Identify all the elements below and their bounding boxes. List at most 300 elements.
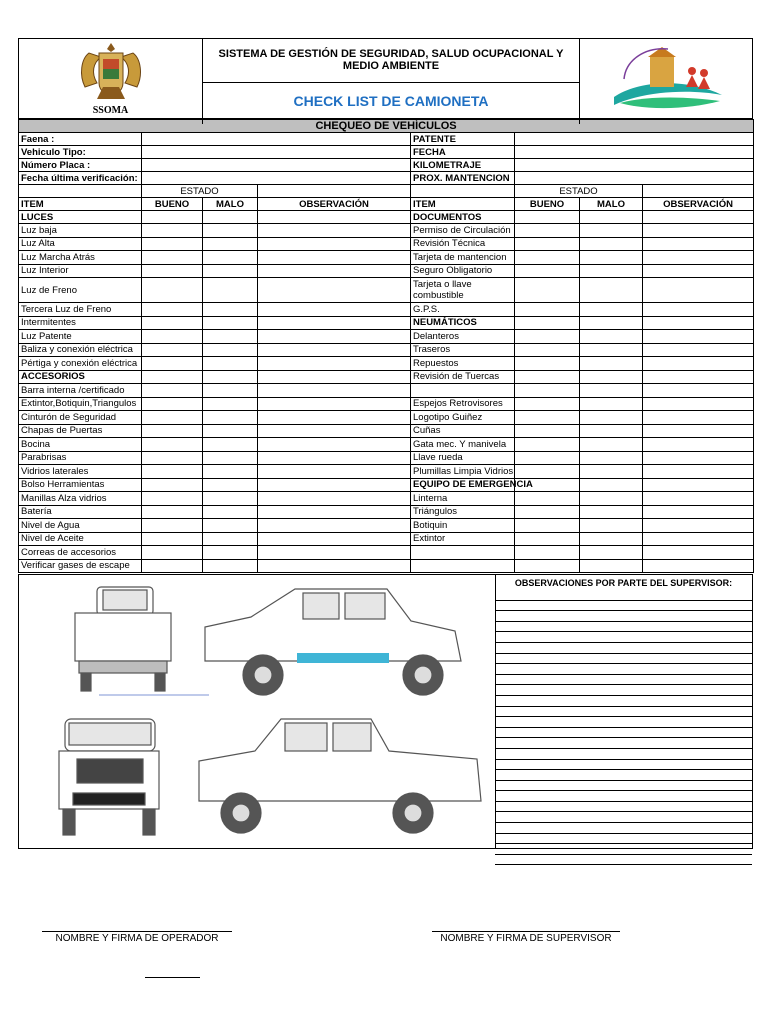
item-label: Tarjeta o llave combustible	[411, 278, 515, 303]
observation-field[interactable]	[258, 251, 411, 265]
item-label: ACCESORIOS	[19, 370, 142, 384]
observation-field[interactable]	[643, 451, 754, 465]
bueno-check[interactable]	[515, 303, 580, 317]
malo-check[interactable]	[203, 424, 258, 438]
bueno-check[interactable]	[142, 370, 203, 384]
checklist-row	[19, 264, 754, 278]
bueno-check[interactable]	[142, 316, 203, 330]
observation-field[interactable]	[258, 492, 411, 506]
malo-check[interactable]	[580, 411, 643, 425]
bueno-check[interactable]	[515, 316, 580, 330]
bueno-check[interactable]	[515, 424, 580, 438]
malo-check[interactable]	[580, 505, 643, 519]
column-header-item: ITEM	[19, 198, 142, 211]
bueno-check[interactable]	[515, 559, 580, 573]
column-header-bueno: BUENO	[142, 198, 203, 211]
observation-field[interactable]	[258, 546, 411, 560]
malo-check[interactable]	[203, 478, 258, 492]
observation-line[interactable]	[495, 749, 752, 760]
malo-check[interactable]	[203, 546, 258, 560]
malo-check[interactable]	[580, 357, 643, 371]
checklist-row	[19, 411, 754, 425]
item-label: Verificar gases de escape	[19, 559, 142, 573]
blank-cell	[643, 185, 754, 198]
bueno-check[interactable]	[142, 438, 203, 452]
info-label: PATENTE	[411, 133, 515, 146]
observation-field[interactable]	[258, 465, 411, 479]
checklist-row	[19, 278, 754, 303]
bueno-check[interactable]	[515, 451, 580, 465]
bueno-check[interactable]	[515, 330, 580, 344]
info-row	[19, 159, 754, 172]
observation-field[interactable]	[643, 278, 754, 303]
inspection-diagram-area	[18, 574, 753, 849]
observation-field[interactable]	[643, 316, 754, 330]
malo-check[interactable]	[580, 492, 643, 506]
malo-check[interactable]	[580, 303, 643, 317]
observation-line[interactable]	[495, 760, 752, 771]
system-title: SISTEMA DE GESTIÓN DE SEGURIDAD, SALUD OCUPACIONAL Y MEDIO AMBIENTE	[203, 39, 579, 83]
info-label: Vehiculo Tipo:	[19, 146, 142, 159]
ssoma-logo	[19, 39, 203, 124]
malo-check[interactable]	[203, 451, 258, 465]
item-label: Chapas de Puertas	[19, 424, 142, 438]
observation-field[interactable]	[643, 330, 754, 344]
malo-check[interactable]	[580, 251, 643, 265]
observation-field[interactable]	[643, 211, 754, 224]
bueno-check[interactable]	[515, 278, 580, 303]
malo-check[interactable]	[203, 465, 258, 479]
observation-field[interactable]	[258, 384, 411, 398]
extra-signature-line[interactable]	[145, 977, 200, 978]
blank-cell	[258, 185, 411, 198]
malo-check[interactable]	[203, 532, 258, 546]
observation-line[interactable]	[495, 717, 752, 728]
malo-check[interactable]	[203, 316, 258, 330]
checklist-row	[19, 478, 754, 492]
column-header-observacion: OBSERVACIÓN	[643, 198, 754, 211]
observation-field[interactable]	[643, 343, 754, 357]
bueno-check[interactable]	[142, 546, 203, 560]
malo-check[interactable]	[580, 237, 643, 251]
info-label: FECHA	[411, 146, 515, 159]
observation-line[interactable]	[495, 855, 752, 866]
anniversary-logo	[580, 39, 754, 124]
info-row	[19, 146, 754, 159]
item-label: Pértiga y conexión eléctrica	[19, 357, 142, 371]
observation-line[interactable]	[495, 685, 752, 696]
malo-check[interactable]	[203, 211, 258, 224]
checklist-sheet	[18, 38, 753, 573]
column-header-bueno: BUENO	[515, 198, 580, 211]
column-header-malo: MALO	[203, 198, 258, 211]
item-label: Revisión Técnica	[411, 237, 515, 251]
checklist-row	[19, 357, 754, 371]
checklist-row	[19, 451, 754, 465]
observation-field[interactable]	[643, 357, 754, 371]
observation-field[interactable]	[258, 451, 411, 465]
malo-check[interactable]	[203, 559, 258, 573]
observation-field[interactable]	[643, 370, 754, 384]
bueno-check[interactable]	[515, 546, 580, 560]
checklist-row	[19, 559, 754, 573]
observation-line[interactable]	[495, 823, 752, 834]
observation-line[interactable]	[495, 696, 752, 707]
checklist-row	[19, 224, 754, 238]
observation-field[interactable]	[258, 264, 411, 278]
item-label: Gata mec. Y manivela	[411, 438, 515, 452]
bueno-check[interactable]	[515, 370, 580, 384]
bueno-check[interactable]	[515, 343, 580, 357]
observation-line[interactable]	[495, 770, 752, 781]
item-label: Seguro Obligatorio	[411, 264, 515, 278]
observation-line[interactable]	[495, 590, 752, 601]
observation-field[interactable]	[643, 251, 754, 265]
malo-check[interactable]	[203, 519, 258, 533]
malo-check[interactable]	[203, 251, 258, 265]
observation-field[interactable]	[643, 492, 754, 506]
malo-check[interactable]	[580, 465, 643, 479]
item-label: Extintor	[411, 532, 515, 546]
observation-field[interactable]	[643, 397, 754, 411]
item-label: Botiquin	[411, 519, 515, 533]
observation-field[interactable]	[258, 303, 411, 317]
item-label: Nivel de Agua	[19, 519, 142, 533]
checklist-row	[19, 492, 754, 506]
malo-check[interactable]	[203, 343, 258, 357]
info-value-field[interactable]	[515, 133, 754, 146]
checklist-row	[19, 237, 754, 251]
bueno-check[interactable]	[142, 278, 203, 303]
bueno-check[interactable]	[515, 505, 580, 519]
item-label: LUCES	[19, 211, 142, 224]
observation-field[interactable]	[643, 424, 754, 438]
observation-field[interactable]	[643, 505, 754, 519]
info-value-field[interactable]	[142, 159, 411, 172]
bueno-check[interactable]	[142, 237, 203, 251]
checklist-row	[19, 384, 754, 398]
info-row	[19, 133, 754, 146]
malo-check[interactable]	[580, 384, 643, 398]
blank-cell	[19, 185, 142, 198]
observation-field[interactable]	[258, 478, 411, 492]
item-label: Nivel de Aceite	[19, 532, 142, 546]
bueno-check[interactable]	[515, 411, 580, 425]
observation-lines[interactable]	[495, 590, 752, 865]
bueno-check[interactable]	[515, 492, 580, 506]
checklist-row	[19, 505, 754, 519]
malo-check[interactable]	[203, 264, 258, 278]
item-label: Vidrios laterales	[19, 465, 142, 479]
bueno-check[interactable]	[142, 384, 203, 398]
info-value-field[interactable]	[142, 172, 411, 185]
observation-field[interactable]	[258, 343, 411, 357]
observation-field[interactable]	[258, 397, 411, 411]
item-label: Extintor,Botiquin,Triangulos	[19, 397, 142, 411]
bueno-check[interactable]	[142, 330, 203, 344]
observation-field[interactable]	[258, 211, 411, 224]
bueno-check[interactable]	[142, 559, 203, 573]
info-value-field[interactable]	[515, 146, 754, 159]
malo-check[interactable]	[580, 278, 643, 303]
observation-field[interactable]	[258, 237, 411, 251]
bueno-check[interactable]	[515, 397, 580, 411]
bueno-check[interactable]	[142, 532, 203, 546]
observation-field[interactable]	[258, 505, 411, 519]
malo-check[interactable]	[203, 237, 258, 251]
item-label: DOCUMENTOS	[411, 211, 515, 224]
malo-check[interactable]	[580, 343, 643, 357]
observation-field[interactable]	[258, 411, 411, 425]
malo-check[interactable]	[580, 519, 643, 533]
supervisor-signature-label: NOMBRE Y FIRMA DE SUPERVISOR	[440, 933, 612, 944]
checklist-row	[19, 465, 754, 479]
bueno-check[interactable]	[142, 451, 203, 465]
item-label: Bocina	[19, 438, 142, 452]
info-value-field[interactable]	[142, 133, 411, 146]
observation-field[interactable]	[643, 411, 754, 425]
malo-check[interactable]	[580, 330, 643, 344]
item-label: Batería	[19, 505, 142, 519]
bueno-check[interactable]	[515, 224, 580, 238]
checklist-row	[19, 519, 754, 533]
item-label: Llave rueda	[411, 451, 515, 465]
observation-line[interactable]	[495, 812, 752, 823]
bueno-check[interactable]	[515, 264, 580, 278]
pickup-truck-diagram-icon	[19, 575, 495, 848]
observation-line[interactable]	[495, 707, 752, 718]
column-header-item: ITEM	[411, 198, 515, 211]
bueno-check[interactable]	[515, 237, 580, 251]
info-value-field[interactable]	[142, 146, 411, 159]
item-label: Delanteros	[411, 330, 515, 344]
bueno-check[interactable]	[515, 438, 580, 452]
bueno-check[interactable]	[142, 251, 203, 265]
item-label: Luz Interior	[19, 264, 142, 278]
column-header-malo: MALO	[580, 198, 643, 211]
observation-field[interactable]	[643, 546, 754, 560]
vehicle-diagram	[19, 575, 496, 848]
column-header-observacion: OBSERVACIÓN	[258, 198, 411, 211]
checklist-row	[19, 251, 754, 265]
blank-cell	[411, 185, 515, 198]
malo-check[interactable]	[203, 278, 258, 303]
logo-caption: SSOMA	[92, 105, 129, 116]
item-label: Logotipo Guiñez	[411, 411, 515, 425]
bueno-check[interactable]	[142, 357, 203, 371]
bueno-check[interactable]	[142, 519, 203, 533]
malo-check[interactable]	[203, 411, 258, 425]
observation-field[interactable]	[643, 532, 754, 546]
malo-check[interactable]	[203, 438, 258, 452]
observation-field[interactable]	[643, 438, 754, 452]
observation-field[interactable]	[258, 559, 411, 573]
malo-check[interactable]	[580, 546, 643, 560]
bueno-check[interactable]	[142, 211, 203, 224]
observation-line[interactable]	[495, 844, 752, 855]
observation-field[interactable]	[643, 303, 754, 317]
malo-check[interactable]	[580, 370, 643, 384]
malo-check[interactable]	[203, 303, 258, 317]
malo-check[interactable]	[580, 397, 643, 411]
section-title: CHEQUEO DE VEHÍCULOS	[19, 120, 754, 133]
observation-line[interactable]	[495, 654, 752, 665]
observation-line[interactable]	[495, 791, 752, 802]
observation-line[interactable]	[495, 781, 752, 792]
item-label: NEUMÁTICOS	[411, 316, 515, 330]
info-value-field[interactable]	[515, 159, 754, 172]
item-label: Luz Patente	[19, 330, 142, 344]
item-label: Intermitentes	[19, 316, 142, 330]
malo-check[interactable]	[203, 224, 258, 238]
info-label: PROX. MANTENCION	[411, 172, 515, 185]
observation-field[interactable]	[643, 519, 754, 533]
supervisor-signature-line[interactable]	[432, 931, 620, 932]
item-label: Parabrisas	[19, 451, 142, 465]
observation-field[interactable]	[258, 316, 411, 330]
item-label: Luz Marcha Atrás	[19, 251, 142, 265]
malo-check[interactable]	[580, 559, 643, 573]
bueno-check[interactable]	[142, 478, 203, 492]
observation-line[interactable]	[495, 834, 752, 845]
observation-field[interactable]	[643, 384, 754, 398]
bueno-check[interactable]	[142, 411, 203, 425]
item-label: Luz baja	[19, 224, 142, 238]
item-label: Traseros	[411, 343, 515, 357]
malo-check[interactable]	[580, 211, 643, 224]
bueno-check[interactable]	[142, 465, 203, 479]
observation-field[interactable]	[643, 224, 754, 238]
observation-field[interactable]	[258, 224, 411, 238]
observation-field[interactable]	[258, 370, 411, 384]
operator-signature-line[interactable]	[42, 931, 232, 932]
checklist-table	[18, 119, 754, 573]
bueno-check[interactable]	[142, 224, 203, 238]
malo-check[interactable]	[580, 316, 643, 330]
malo-check[interactable]	[580, 424, 643, 438]
observation-line[interactable]	[495, 664, 752, 675]
document-header	[18, 38, 753, 119]
malo-check[interactable]	[580, 451, 643, 465]
observation-line[interactable]	[495, 632, 752, 643]
malo-check[interactable]	[580, 478, 643, 492]
info-value-field[interactable]	[515, 172, 754, 185]
estado-header: ESTADO	[515, 185, 643, 198]
observation-line[interactable]	[495, 643, 752, 654]
info-label: Fecha última verificación:	[19, 172, 142, 185]
observation-field[interactable]	[643, 264, 754, 278]
observation-field[interactable]	[258, 357, 411, 371]
bueno-check[interactable]	[515, 251, 580, 265]
item-label: Bolso Herramientas	[19, 478, 142, 492]
bueno-check[interactable]	[142, 424, 203, 438]
item-label: Barra interna /certificado	[19, 384, 142, 398]
item-label: Cinturón de Seguridad	[19, 411, 142, 425]
observation-line[interactable]	[495, 728, 752, 739]
bueno-check[interactable]	[515, 532, 580, 546]
malo-check[interactable]	[580, 438, 643, 452]
item-label: Cuñas	[411, 424, 515, 438]
malo-check[interactable]	[203, 330, 258, 344]
info-label: Número Placa :	[19, 159, 142, 172]
item-label: Revisión de Tuercas	[411, 370, 515, 384]
item-label: Luz de Freno	[19, 278, 142, 303]
item-label: Correas de accesorios	[19, 546, 142, 560]
item-label: Tercera Luz de Freno	[19, 303, 142, 317]
bueno-check[interactable]	[142, 343, 203, 357]
bueno-check[interactable]	[515, 384, 580, 398]
item-label: Baliza y conexión eléctrica	[19, 343, 142, 357]
item-label	[411, 384, 515, 398]
bueno-check[interactable]	[515, 211, 580, 224]
anniversary-emblem-icon	[580, 39, 754, 119]
checklist-row	[19, 424, 754, 438]
observation-field[interactable]	[258, 532, 411, 546]
observation-line[interactable]	[495, 675, 752, 686]
malo-check[interactable]	[580, 532, 643, 546]
observation-line[interactable]	[495, 622, 752, 633]
bueno-check[interactable]	[142, 303, 203, 317]
observation-field[interactable]	[643, 478, 754, 492]
bueno-check[interactable]	[142, 397, 203, 411]
info-label: KILOMETRAJE	[411, 159, 515, 172]
checklist-row	[19, 303, 754, 317]
checklist-row	[19, 330, 754, 344]
bueno-check[interactable]	[142, 264, 203, 278]
observation-field[interactable]	[258, 519, 411, 533]
malo-check[interactable]	[203, 357, 258, 371]
observation-field[interactable]	[258, 438, 411, 452]
malo-check[interactable]	[203, 384, 258, 398]
bueno-check[interactable]	[515, 357, 580, 371]
observation-line[interactable]	[495, 802, 752, 813]
item-label: Linterna	[411, 492, 515, 506]
observation-field[interactable]	[258, 278, 411, 303]
observation-line[interactable]	[495, 601, 752, 612]
observation-field[interactable]	[643, 465, 754, 479]
item-label: Manillas Alza vidrios	[19, 492, 142, 506]
observation-line[interactable]	[495, 738, 752, 749]
observation-field[interactable]	[643, 559, 754, 573]
item-label: Permiso de Circulación	[411, 224, 515, 238]
observation-field[interactable]	[643, 237, 754, 251]
malo-check[interactable]	[580, 264, 643, 278]
malo-check[interactable]	[203, 492, 258, 506]
bueno-check[interactable]	[515, 519, 580, 533]
supervisor-observations-title: OBSERVACIONES POR PARTE DEL SUPERVISOR:	[514, 578, 733, 588]
malo-check[interactable]	[203, 505, 258, 519]
observation-line[interactable]	[495, 611, 752, 622]
bueno-check[interactable]	[515, 465, 580, 479]
checklist-row	[19, 211, 754, 224]
bueno-check[interactable]	[142, 492, 203, 506]
malo-check[interactable]	[203, 370, 258, 384]
observation-field[interactable]	[258, 424, 411, 438]
estado-header: ESTADO	[142, 185, 258, 198]
checklist-row	[19, 546, 754, 560]
malo-check[interactable]	[580, 224, 643, 238]
checklist-row	[19, 316, 754, 330]
item-label: Repuestos	[411, 357, 515, 371]
item-label	[411, 559, 515, 573]
bueno-check[interactable]	[142, 505, 203, 519]
observation-field[interactable]	[258, 330, 411, 344]
supervisor-observations	[495, 575, 752, 848]
item-label: EQUIPO DE EMERGENCIA	[411, 478, 515, 492]
info-row	[19, 172, 754, 185]
info-label: Faena :	[19, 133, 142, 146]
malo-check[interactable]	[203, 397, 258, 411]
